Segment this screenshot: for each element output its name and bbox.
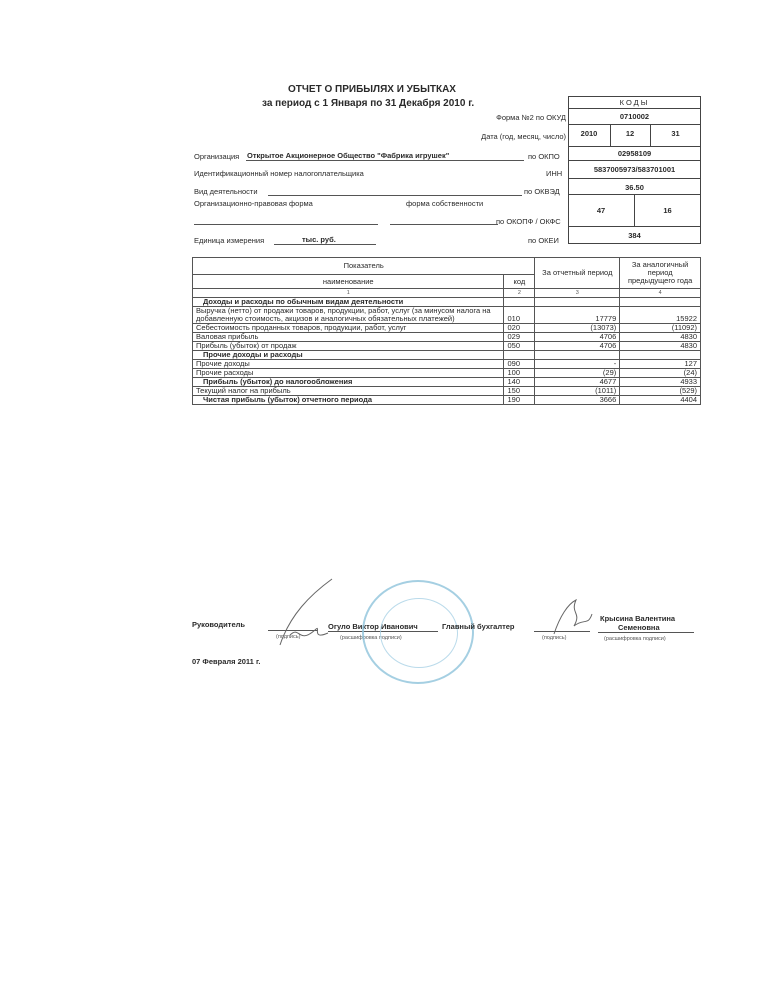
row-code: 190 <box>504 396 535 405</box>
row-current: 3666 <box>535 396 620 405</box>
row-previous <box>620 298 701 307</box>
head-decode-caption: (расшифровка подписи) <box>340 635 402 641</box>
ownership-label: форма собственности <box>406 199 484 208</box>
row-current: 4677 <box>535 378 620 387</box>
okfs-value: 16 <box>663 206 672 215</box>
income-statement-table <box>192 257 701 405</box>
row-code: 100 <box>504 369 535 378</box>
date-label: Дата (год, месяц, число) <box>481 132 566 141</box>
row-previous: 15922 <box>620 307 701 324</box>
okud-value: 0710002 <box>619 112 650 121</box>
chief-accountant-label: Главный бухгалтер <box>442 622 515 631</box>
accountant-name-line-2: Семеновна <box>618 623 660 632</box>
row-code: 150 <box>504 387 535 396</box>
date-day: 31 <box>671 129 680 138</box>
report-date: 07 Февраля 2011 г. <box>192 657 261 666</box>
row-previous: (529) <box>620 387 701 396</box>
inn-value: 5837005973/583701001 <box>593 165 676 174</box>
okopf-value: 47 <box>596 206 606 215</box>
date-month: 12 <box>625 129 635 138</box>
head-indicator: Показатель <box>193 258 535 275</box>
col-num-3: 3 <box>535 289 620 298</box>
row-current <box>535 351 620 360</box>
row-current: 17779 <box>535 307 620 324</box>
row-code: 050 <box>504 342 535 351</box>
row-name: Прочие доходы <box>193 360 504 369</box>
col-num-2: 2 <box>504 289 535 298</box>
okei-label: по ОКЕИ <box>528 236 559 245</box>
org-label: Организация <box>194 152 240 161</box>
row-previous: 127 <box>620 360 701 369</box>
row-code: 090 <box>504 360 535 369</box>
report-title: ОТЧЕТ О ПРИБЫЛЯХ И УБЫТКАХ <box>288 84 456 95</box>
head-label: Руководитель <box>192 620 245 629</box>
okopf-label: по ОКОПФ / ОКФС <box>496 217 561 226</box>
head-current: За отчетный период <box>535 258 620 289</box>
table-row <box>193 351 701 360</box>
row-code: 029 <box>504 333 535 342</box>
inn-label: ИНН <box>546 169 563 178</box>
table-row <box>193 360 701 369</box>
row-name: Прибыль (убыток) от продаж <box>193 342 504 351</box>
head-code: код <box>504 275 535 289</box>
row-previous: 4830 <box>620 333 701 342</box>
row-code: 020 <box>504 324 535 333</box>
row-previous: 4404 <box>620 396 701 405</box>
date-year: 2010 <box>580 129 598 138</box>
row-current: 4706 <box>535 342 620 351</box>
head-signature-caption: (подпись) <box>276 634 301 640</box>
row-previous: 4830 <box>620 342 701 351</box>
row-name: Валовая прибыль <box>193 333 504 342</box>
activity-label: Вид деятельности <box>194 187 258 196</box>
okpo-label: по ОКПО <box>528 152 560 161</box>
unit-value: тыс. руб. <box>302 235 336 244</box>
okei-value: 384 <box>628 231 641 240</box>
row-current: 4706 <box>535 333 620 342</box>
row-name: Текущий налог на прибыль <box>193 387 504 396</box>
okpo-value: 02958109 <box>617 149 652 158</box>
report-period: за период с 1 Января по 31 Декабря 2010 г. <box>262 98 475 109</box>
okved-label: по ОКВЭД <box>524 187 560 196</box>
head-name: Огуло Виктор Иванович <box>328 622 418 631</box>
row-name: Доходы и расходы по обычным видам деятельности <box>193 298 504 307</box>
row-current: (29) <box>535 369 620 378</box>
row-name: Чистая прибыль (убыток) отчетного периода <box>193 396 504 405</box>
row-current: (1011) <box>535 387 620 396</box>
row-name: Выручка (нетто) от продажи товаров, продукции, работ, услуг (за минусом налога на добавленную стоимость, акцизов и аналогичных обязательных платежей) <box>193 307 504 324</box>
accountant-signature <box>548 596 598 642</box>
row-name: Прочие расходы <box>193 369 504 378</box>
row-name: Себестоимость проданных товаров, продукции, работ, услуг <box>193 324 504 333</box>
col-num-1: 1 <box>193 289 504 298</box>
unit-label: Единица измерения <box>194 236 265 245</box>
row-previous: 4933 <box>620 378 701 387</box>
company-stamp <box>362 580 474 684</box>
accountant-decode-caption: (расшифровка подписи) <box>604 636 666 642</box>
table-row <box>193 324 701 333</box>
row-name: Прочие доходы и расходы <box>193 351 504 360</box>
table-row <box>193 307 701 324</box>
table-row <box>193 396 701 405</box>
codes-heading: КОДЫ <box>619 98 650 107</box>
row-current: (13073) <box>535 324 620 333</box>
head-name: наименование <box>193 275 504 289</box>
row-current <box>535 298 620 307</box>
accountant-signature-caption: (подпись) <box>542 635 567 641</box>
row-code <box>504 298 535 307</box>
legal-form-label: Организационно-правовая форма <box>194 199 313 208</box>
okved-value: 36.50 <box>625 183 644 192</box>
org-name: Открытое Акционерное Общество "Фабрика игрушек" <box>247 151 450 160</box>
row-name: Прибыль (убыток) до налогообложения <box>193 378 504 387</box>
row-code: 010 <box>504 307 535 324</box>
inn-description: Идентификационный номер налогоплательщика <box>194 169 364 178</box>
okud-label: Форма №2 по ОКУД <box>496 113 566 122</box>
row-previous: (24) <box>620 369 701 378</box>
col-num-4: 4 <box>620 289 701 298</box>
head-signature <box>270 575 350 655</box>
row-previous: (11092) <box>620 324 701 333</box>
row-current: - <box>535 360 620 369</box>
row-code: 140 <box>504 378 535 387</box>
accountant-name-line-1: Крысина Валентина <box>600 614 676 623</box>
head-previous: За аналогичный период предыдущего года <box>620 258 701 289</box>
